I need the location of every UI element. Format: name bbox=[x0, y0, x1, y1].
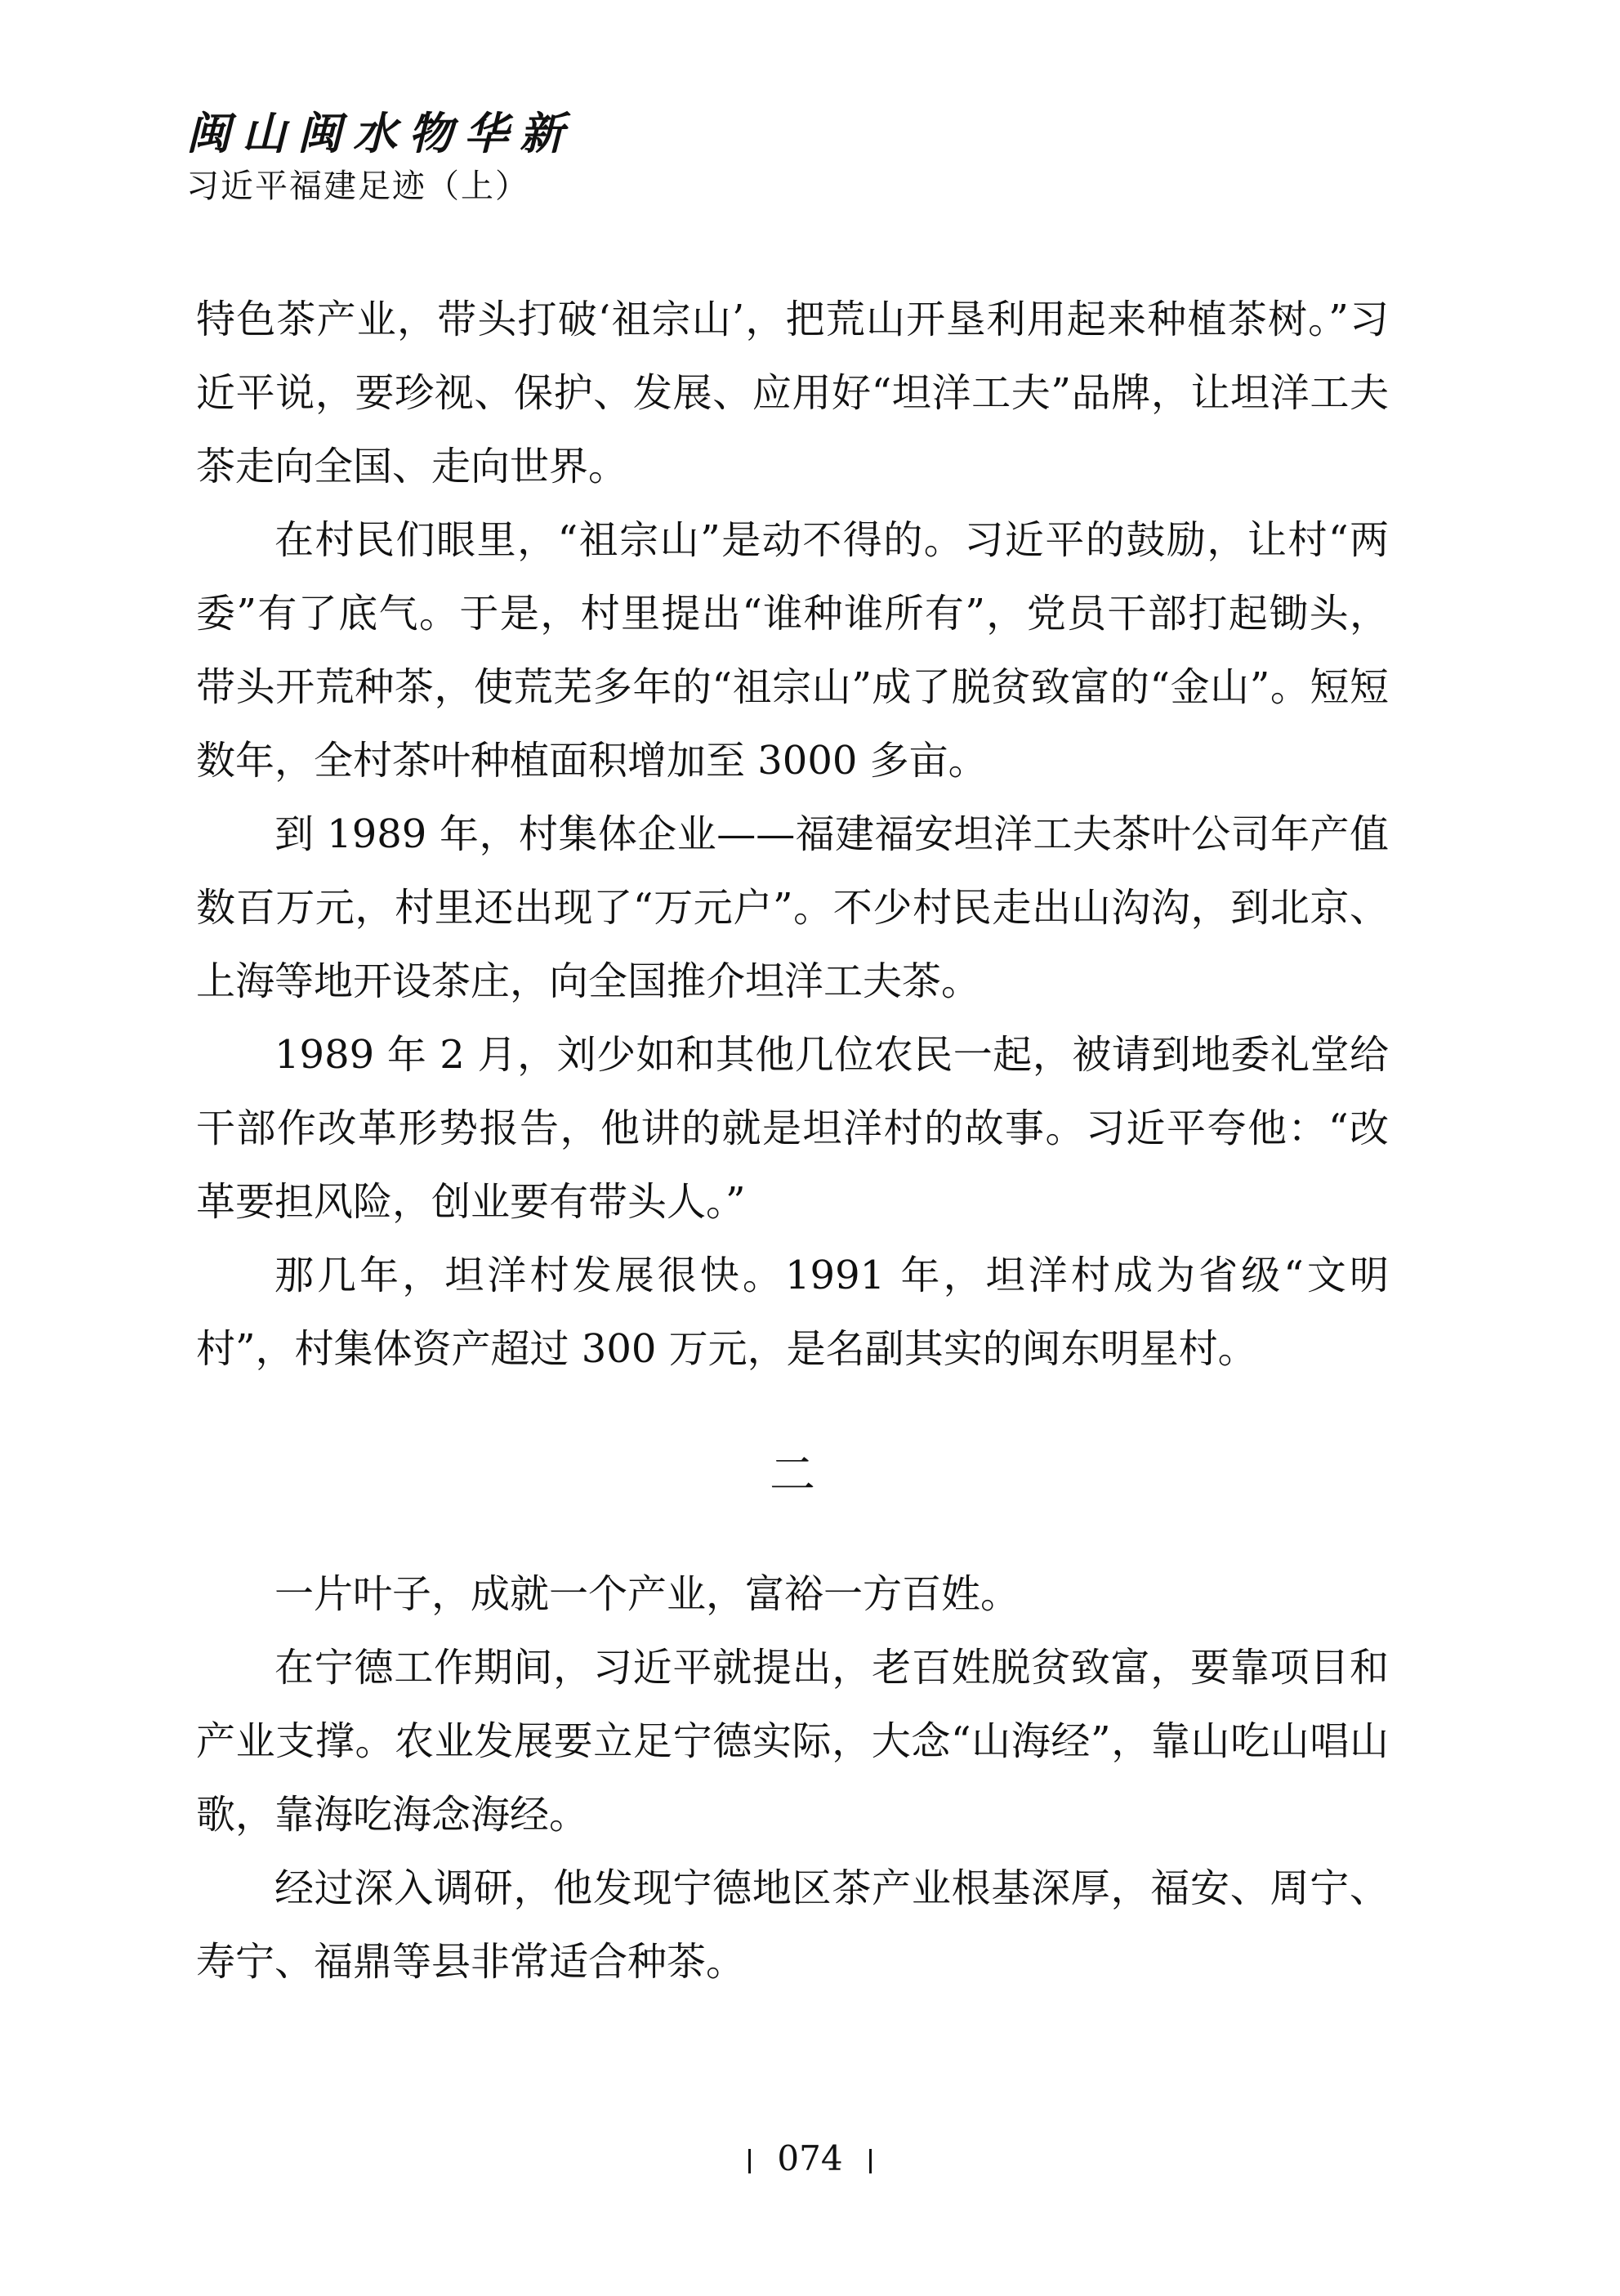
paragraph: 在宁德工作期间，习近平就提出，老百姓脱贫致富，要靠项目和产业支撑。农业发展要立足宁德实际，大念“山海经”，靠山吃山唱山歌，靠海吃海念海经。 bbox=[196, 1645, 1389, 1838]
paragraph: 一片叶子，成就一个产业，富裕一方百姓。 bbox=[274, 1571, 1020, 1617]
paragraph: 特色茶产业，带头打破‘祖宗山’，把荒山开垦利用起来种植茶树。”习近平说，要珍视、保护、发展、应用好“坦洋工夫”品牌，让坦洋工夫茶走向全国、走向世界。 bbox=[196, 297, 1389, 489]
paragraph: 1989 年 2 月，刘少如和其他几位农民一起，被请到地委礼堂给干部作改革形势报告，他讲的就是坦洋村的故事。习近平夸他：“改革要担风险，创业要有带头人。” bbox=[196, 1032, 1389, 1225]
paragraph: 到 1989 年，村集体企业——福建福安坦洋工夫茶叶公司年产值数百万元，村里还出现了“万元户”。不少村民走出山沟沟，到北京、上海等地开设茶庄，向全国推介坦洋工夫茶。 bbox=[196, 811, 1389, 1004]
paragraph: 那几年，坦洋村发展很快。1991 年，坦洋村成为省级“文明村”，村集体资产超过 300 万元，是名副其实的闽东明星村。 bbox=[196, 1253, 1389, 1372]
paragraph: 经过深入调研，他发现宁德地区茶产业根基深厚，福安、周宁、寿宁、福鼎等县非常适合种茶。 bbox=[196, 1865, 1389, 1985]
section-heading: 二 bbox=[770, 1449, 815, 1502]
footer-bar-right bbox=[869, 2149, 872, 2173]
paragraph: 在村民们眼里，“祖宗山”是动不得的。习近平的鼓励，让村“两委”有了底气。于是，村里提出“谁种谁所有”，党员干部打起锄头，带头开荒种茶，使荒芜多年的“祖宗山”成了脱贫致富的“金山”。短短数年，全村茶叶种植面积增加至 3000 多亩。 bbox=[196, 517, 1389, 784]
page-number: 074 bbox=[777, 2138, 843, 2178]
body-text bbox=[196, 283, 1389, 1999]
series-title: 闽山闽水物华新 bbox=[186, 107, 575, 159]
page-footer bbox=[0, 2134, 1620, 2183]
footer-bar-left bbox=[748, 2149, 751, 2173]
running-head bbox=[186, 106, 575, 208]
series-subtitle: 习近平福建足迹（上） bbox=[186, 168, 529, 205]
